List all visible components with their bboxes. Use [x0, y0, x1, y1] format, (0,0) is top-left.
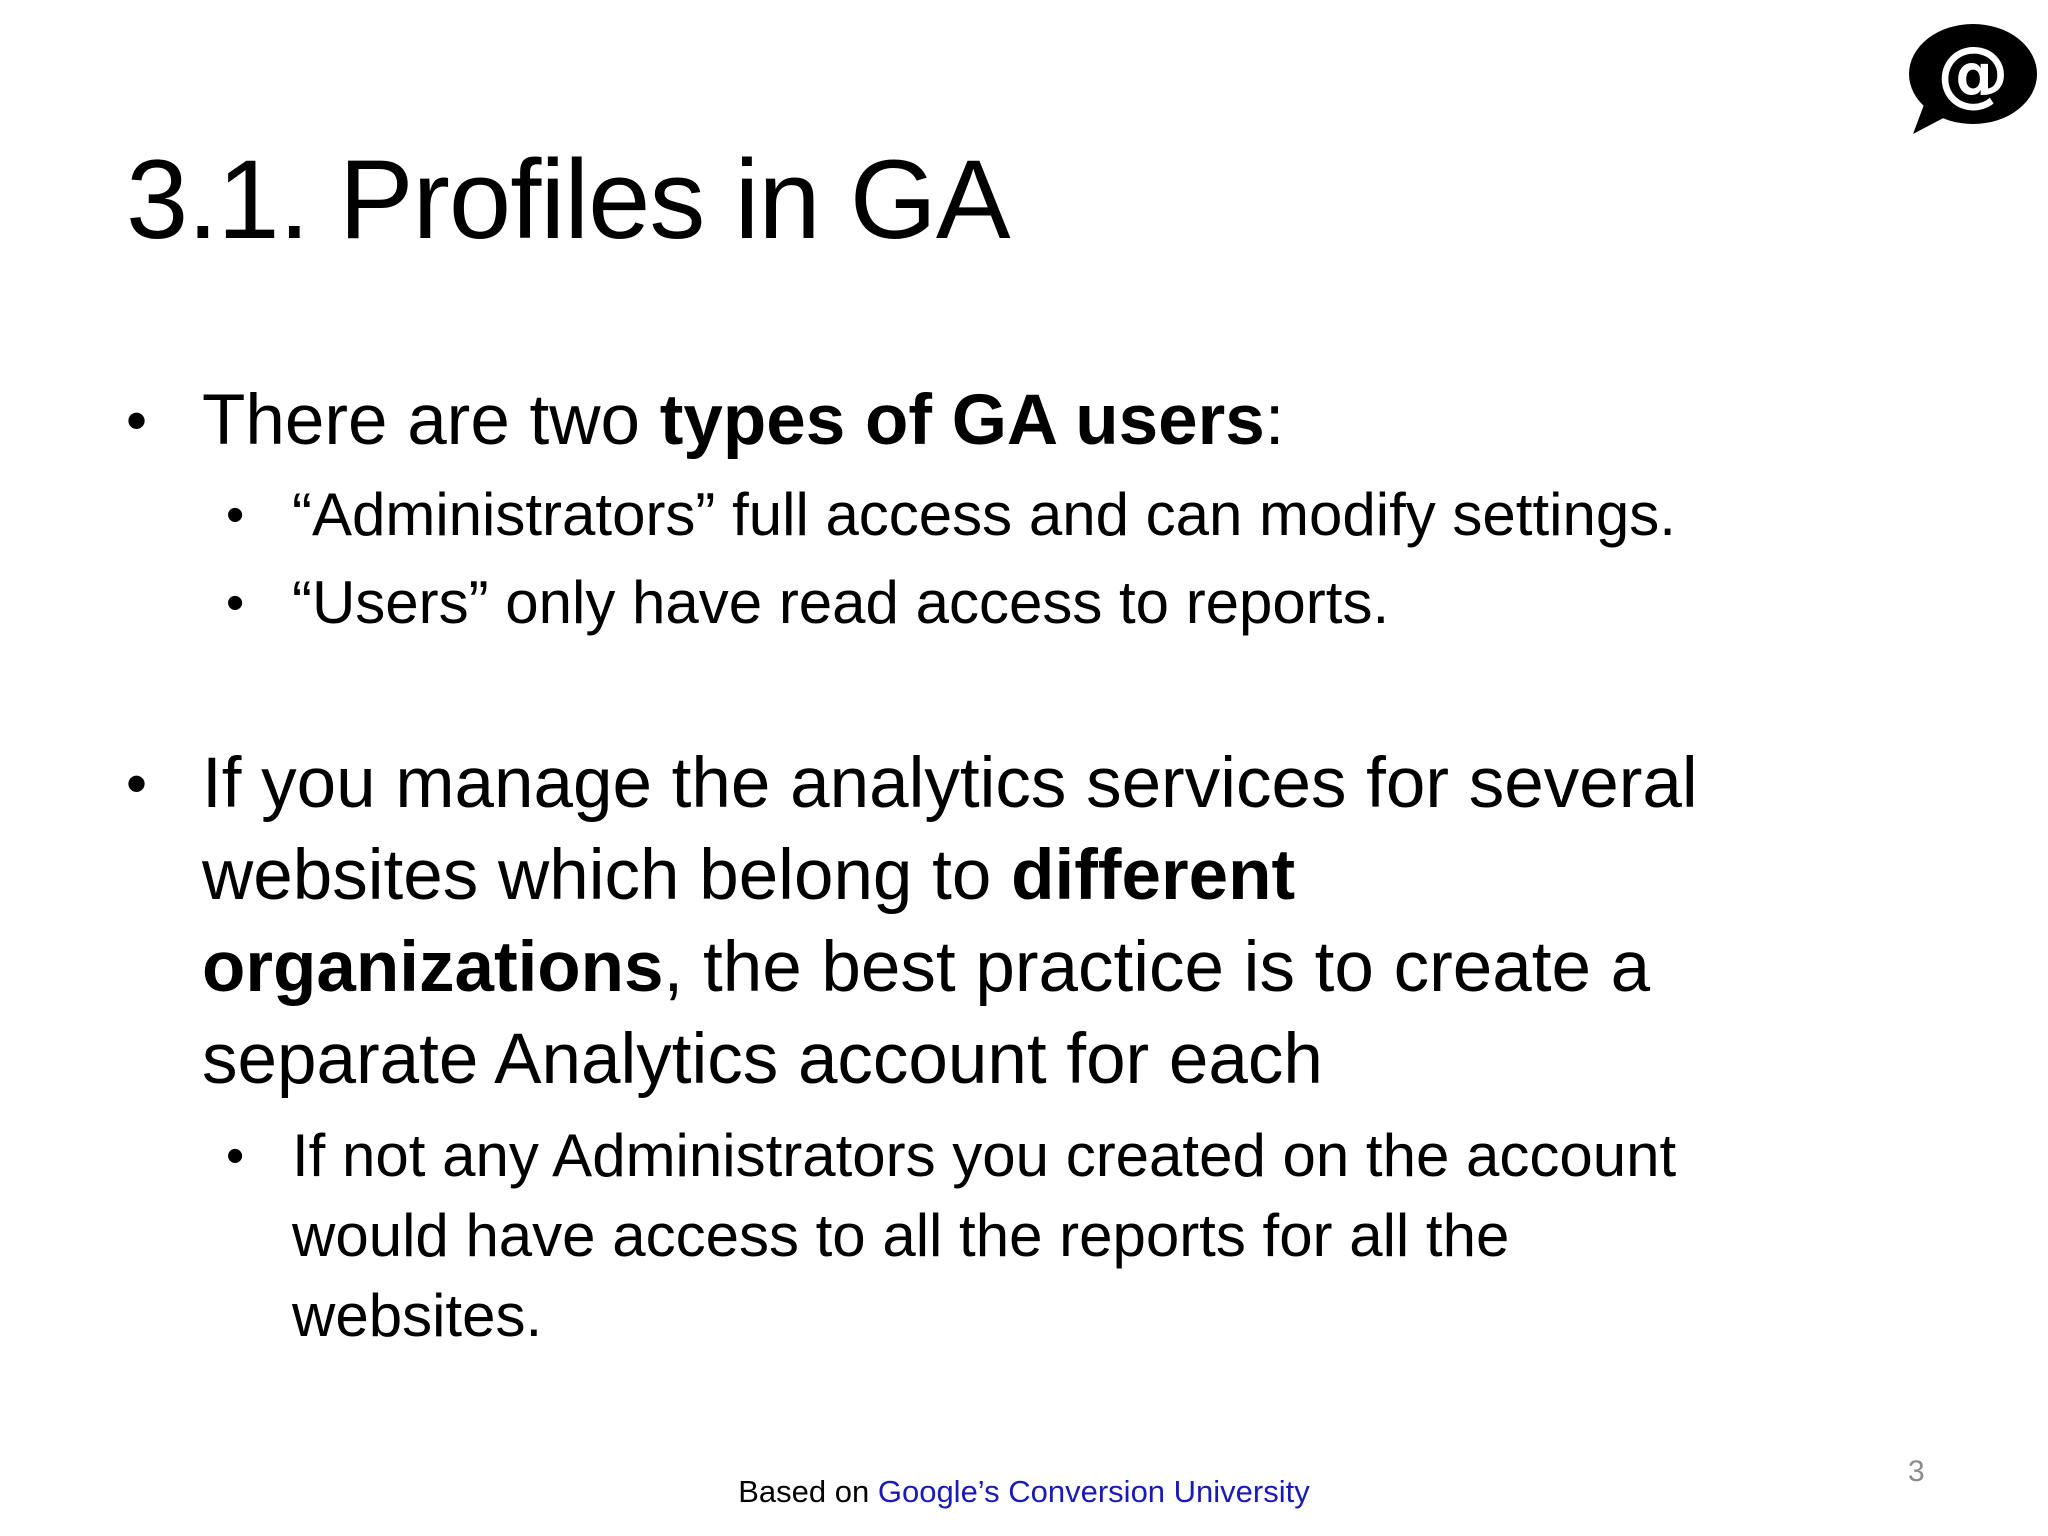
sub-bullet-text: “Users” only have read access to reports. [292, 569, 1390, 636]
footer-credit [0, 1472, 2048, 1512]
bullet-text: There are two [202, 381, 660, 460]
sub-bullet-text: “Administrators” full access and can modify settings. [292, 481, 1676, 548]
page-number: 3 [1908, 1455, 1925, 1488]
bullet-text: websites which belong to [202, 836, 1012, 915]
bullet-user-types [126, 375, 1946, 467]
sub-bullet-line: would have access to all the reports for all the [292, 1202, 1510, 1269]
sub-bullet-line: websites. [292, 1282, 543, 1349]
bullet-line [202, 738, 1946, 830]
bullet-text: , the best practice is to create a [663, 928, 1651, 1007]
bullet-multiple-organizations [126, 738, 1946, 1106]
footer-prefix: Based on [738, 1474, 878, 1509]
bullet-marker: • [226, 486, 245, 544]
svg-text:@: @ [1937, 31, 2009, 115]
slide-title: 3.1. Profiles in GA [126, 137, 1010, 262]
bullet-emphasis: organizations [202, 928, 664, 1007]
bullet-marker: • [226, 574, 245, 632]
bullet-emphasis: types of GA users [659, 381, 1265, 460]
bullet-marker: • [126, 750, 148, 817]
bullet-line [202, 922, 1946, 1014]
bullet-text: : [1264, 381, 1285, 460]
bullet-text: separate Analytics account for each [202, 1020, 1323, 1099]
footer-source-link[interactable]: Google’s Conversion University [877, 1474, 1310, 1509]
bullet-marker: • [126, 387, 148, 454]
bullet-emphasis: different [1011, 836, 1296, 915]
bullet-line [202, 830, 1946, 922]
bullet-marker: • [226, 1127, 245, 1185]
sub-bullet-administrators-access [126, 1116, 1946, 1356]
at-sign-speech-bubble-icon [1903, 22, 2039, 138]
sub-bullet-line: If not any Administrators you created on the account [292, 1122, 1677, 1189]
bullet-text: If you manage the analytics services for several [202, 744, 1698, 823]
slide-content [126, 375, 1946, 1356]
bullet-line [202, 1014, 1946, 1106]
sub-bullet-administrators [126, 475, 1946, 555]
sub-bullet-users [126, 563, 1946, 643]
